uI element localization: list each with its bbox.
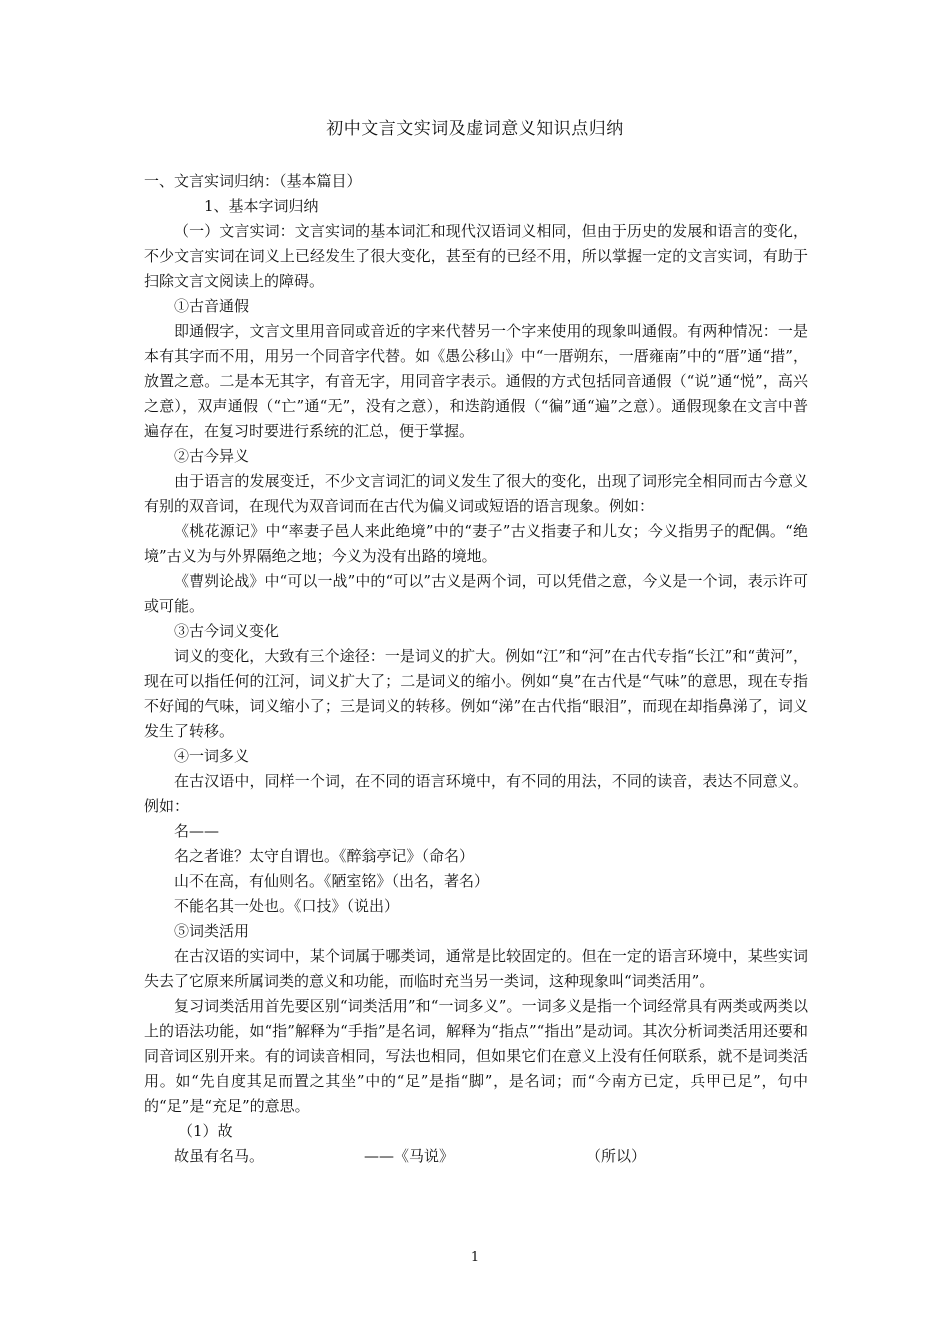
- example-line: 名之者谁？太守自谓也。《醉翁亭记》（命名）: [174, 847, 475, 865]
- document-body: [144, 169, 808, 1169]
- subsection-heading: 1、基本字词归纳: [204, 197, 319, 215]
- page-number: 1: [470, 1250, 480, 1265]
- example-line: 山不在高，有仙则名。《陋室铭》（出名，著名）: [174, 872, 490, 890]
- example-line: 不能名其一处也。《口技》（说出）: [174, 897, 400, 915]
- page-title: 初中文言文实词及虚词意义知识点归纳: [326, 119, 624, 139]
- paragraph: （一）文言实词：文言实词的基本词汇和现代汉语词义相同，但由于历史的发展和语言的变化，不少文言实词在词义上已经发生了很大变化，甚至有的已经不用，所以掌握一定的文言实词，有助于扫除文言文阅读上的障碍。: [144, 222, 808, 290]
- paragraph: 《桃花源记》中“率妻子邑人来此绝境”中的“妻子”古义指妻子和儿女；今义指男子的配偶。“绝境”古义为与外界隔绝之地；今义为没有出路的境地。: [144, 522, 808, 565]
- item-heading: ④一词多义: [174, 747, 250, 765]
- paragraph: 由于语言的发展变迁，不少文言词汇的词义发生了很大的变化，出现了词形完全相同而古今意义有别的双音词，在现代为双音词而在古代为偏义词或短语的语言现象。例如：: [144, 472, 808, 515]
- section-heading: 一、文言实词归纳：（基本篇目）: [144, 172, 362, 190]
- paragraph: 《曹刿论战》中“可以一战”中的“可以”古义是两个词，可以凭借之意，今义是一个词，表示许可或可能。: [144, 572, 808, 615]
- paragraph: 词义的变化，大致有三个途径：一是词义的扩大。例如“江”和“河”在古代专指“长江”和“黄河”，现在可以指任何的江河，词义扩大了；二是词义的缩小。例如“臭”在古代是“气味”的意思，现在专指不好闻的气味，词义缩小了；三是词义的转移。例如“涕”在古代指“眼泪”，而现在却指鼻涕了，词义发生了转移。: [144, 647, 808, 740]
- example-row: [144, 1144, 808, 1169]
- paragraph: 即通假字，文言文里用音同或音近的字来代替另一个字来使用的现象叫通假。有两种情况：一是本有其字而不用，用另一个同音字代替。如《愚公移山》中“一厝朔东，一厝雍南”中的“厝”通“措”，放置之意。二是本无其字，有音无字，用同音字表示。通假的方式包括同音通假（“说”通“悦”，高兴之意），双声通假（“亡”通“无”，没有之意），和迭韵通假（“徧”通“遍”之意）。通假现象在文言中普遍存在，在复习时要进行系统的汇总，便于掌握。: [144, 322, 808, 440]
- item-heading: ⑤词类活用: [174, 922, 250, 940]
- sub-item-heading: （1）故: [178, 1122, 233, 1140]
- paragraph: 在古汉语的实词中，某个词属于哪类词，通常是比较固定的。但在一定的语言环境中，某些实词失去了它原来所属词类的意义和功能，而临时充当另一类词，这种现象叫“词类活用”。: [144, 947, 808, 990]
- example-meaning: （所以）: [586, 1147, 647, 1165]
- paragraph: 复习词类活用首先要区别“词类活用”和“一词多义”。一词多义是指一个词经常具有两类或两类以上的语法功能，如“指”解释为“手指”是名词，解释为“指点”“指出”是动词。其次分析词类活用还要和同音词区别开来。有的词读音相同，写法也相同，但如果它们在意义上没有任何联系，就不是词类活用。如“先自度其足而置之其坐”中的“足”是指“脚”，是名词；而“今南方已定，兵甲已足”，句中的“足”是“充足”的意思。: [144, 997, 808, 1115]
- item-heading: ①古音通假: [174, 297, 250, 315]
- item-heading: ②古今异义: [174, 447, 250, 465]
- example-source: ——《马说》: [364, 1147, 455, 1165]
- item-heading: ③古今词义变化: [174, 622, 280, 640]
- example-sentence: 故虽有名马。: [174, 1147, 265, 1165]
- example-term: 名——: [174, 822, 220, 840]
- paragraph: 在古汉语中，同样一个词，在不同的语言环境中，有不同的用法，不同的读音，表达不同意义。例如：: [144, 772, 808, 815]
